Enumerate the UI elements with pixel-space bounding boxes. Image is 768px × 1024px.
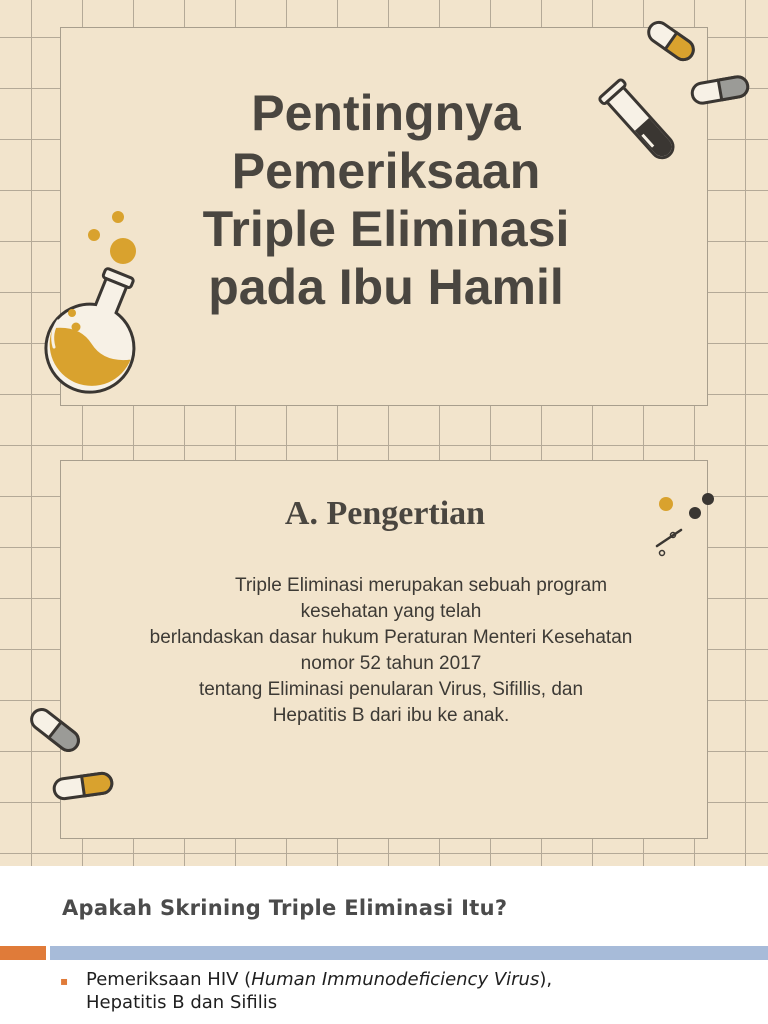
title-line: pada Ibu Hamil xyxy=(208,259,564,315)
percent-icon xyxy=(648,488,724,564)
capsule-icon xyxy=(640,12,702,70)
bullet-line2: Hepatitis B dan Sifilis xyxy=(86,992,278,1013)
bullet-prefix: Pemeriksaan HIV ( xyxy=(86,969,252,990)
flask-icon xyxy=(30,205,142,395)
capsule-icon xyxy=(688,70,752,110)
accent-bar-blue xyxy=(50,946,768,960)
paragraph-line: Triple Eliminasi merupakan sebuah program xyxy=(234,575,608,596)
accent-bar-orange xyxy=(0,946,46,960)
paragraph-line: berlandaskan dasar hukum Peraturan Menteri Kesehatan xyxy=(149,627,633,648)
paragraph-line: Hepatitis B dari ibu ke anak. xyxy=(272,705,510,726)
bullet-marker: ▪ xyxy=(60,974,69,988)
bullet-item xyxy=(86,968,736,1014)
paragraph-line: nomor 52 tahun 2017 xyxy=(300,653,482,674)
definition-slide-card xyxy=(60,460,708,839)
bullet-suffix: ), xyxy=(539,969,553,990)
paragraph-line: kesehatan yang telah xyxy=(300,601,482,622)
title-line: Pentingnya xyxy=(251,85,521,141)
capsule-icon xyxy=(50,766,116,806)
capsule-icon xyxy=(24,700,86,760)
title-line: Pemeriksaan xyxy=(231,143,541,199)
slide-title xyxy=(171,84,601,316)
section-heading: A. Pengertian xyxy=(284,495,486,532)
test-tube-icon xyxy=(596,74,688,172)
definition-paragraph xyxy=(101,573,681,729)
title-line: Triple Eliminasi xyxy=(202,201,570,257)
bullet-italic: Human Immunodeficiency Virus xyxy=(251,969,540,990)
screening-slide-title: Apakah Skrining Triple Eliminasi Itu? xyxy=(62,896,508,920)
paragraph-line: tentang Eliminasi penularan Virus, Sifillis, dan xyxy=(198,679,584,700)
